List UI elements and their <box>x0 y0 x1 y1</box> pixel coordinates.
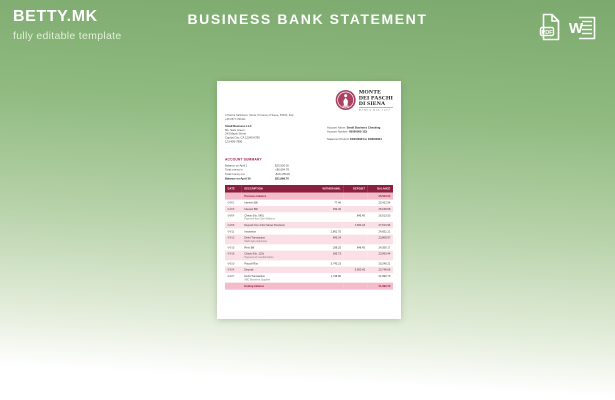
transaction-balance-cell: 20,248.21 <box>378 262 391 266</box>
page-header <box>0 0 615 56</box>
transaction-balance-cell: 25,168.08 <box>378 207 391 211</box>
mps-emblem-icon <box>335 90 356 111</box>
transaction-description: Deposit <box>244 268 254 272</box>
band-withdrawal-cell <box>313 193 344 200</box>
account-field-label: Account Name: <box>326 125 347 130</box>
table-row <box>225 251 393 261</box>
transaction-withdrawal-cell: 3,745.23 <box>330 262 341 266</box>
transaction-description-cell <box>242 251 313 261</box>
transaction-withdrawal-cell: 298.25 <box>332 246 341 250</box>
transaction-note: Mark Agro Industries <box>244 239 267 243</box>
bank-address-line1: 4 Piazza Salimbeni, Siena, Province of Siena, 53100, Italy <box>224 113 294 117</box>
transaction-date-cell: 04/20 <box>227 262 235 266</box>
customer-line: Small Business LLC <box>224 124 252 128</box>
transaction-withdrawal-cell: 254.46 <box>332 207 341 211</box>
transaction-date-cell: 04/04 <box>227 214 235 218</box>
summary-value: +$6,694.78 <box>274 167 289 172</box>
transaction-description: Internet Bill <box>244 201 258 205</box>
transaction-deposit-cell: 1,500.43 <box>354 223 365 227</box>
bank-name-line: DI SIENA <box>358 99 386 107</box>
customer-line: 243 Maple Street <box>224 132 247 136</box>
customer-address-block <box>225 124 260 143</box>
pdf-download-icon[interactable] <box>539 13 562 46</box>
band-date-cell <box>225 283 242 290</box>
account-info-block <box>327 126 394 141</box>
transaction-balance-cell: 21,999.70 <box>378 274 391 278</box>
bank-tagline: BANCA DAL 1472 <box>359 107 393 111</box>
summary-label: Total money in <box>224 167 243 172</box>
transaction-deposit-cell <box>344 251 368 261</box>
transaction-deposit-cell: 845.45 <box>356 214 365 218</box>
transaction-balance-cell: 24,652.21 <box>378 230 391 234</box>
table-balance-band-row <box>225 283 393 290</box>
transaction-deposit-cell <box>344 273 368 283</box>
band-label-cell: Ending balance <box>244 284 265 288</box>
transaction-note: Payment of unsettled dues <box>244 255 274 259</box>
transaction-balance-cell: 23,808.97 <box>378 236 391 240</box>
transaction-date-cell: 04/27 <box>227 274 235 278</box>
transaction-date-cell: 04/01 <box>227 201 235 205</box>
transaction-description: Check (No. 123) <box>244 252 264 256</box>
transaction-withdrawal-cell: 365.73 <box>332 252 341 256</box>
transaction-deposit-cell: 848.45 <box>356 246 365 250</box>
svg-text:PDF: PDF <box>541 29 553 36</box>
transaction-description: Check (No. 045) <box>244 214 264 218</box>
transaction-withdrawal-cell: 1,748.96 <box>330 274 341 278</box>
transaction-withdrawal-cell: 2,861.75 <box>330 230 341 234</box>
band-balance-cell: 21,999.70 <box>378 284 391 288</box>
account-field <box>327 130 394 134</box>
transaction-withdrawal-cell: 843.24 <box>332 236 341 240</box>
statement-info-row <box>217 124 401 153</box>
transaction-description: Interest Bill <box>244 207 258 211</box>
brand-tagline: fully editable template <box>13 30 122 42</box>
account-field-label: Statement Period: <box>326 137 350 141</box>
summary-label: Total money out <box>224 172 245 176</box>
bank-name-line: DEI PASCHI <box>358 94 393 101</box>
bank-address <box>225 113 325 121</box>
customer-line: Ms. Sara Green <box>224 128 245 132</box>
account-field-label: Account Number: <box>326 130 350 134</box>
statement-header <box>217 81 401 124</box>
band-deposit-cell <box>344 283 368 290</box>
summary-label: Balance on April 1 <box>224 163 248 167</box>
summary-value: $25,500.00 <box>274 163 289 167</box>
transaction-balance-cell: 27,513.96 <box>378 223 391 227</box>
page-title: BUSINESS BANK STATEMENT <box>187 11 428 27</box>
band-deposit-cell <box>344 193 368 200</box>
account-field <box>327 137 394 141</box>
summary-value: $21,999.70 <box>274 176 289 180</box>
summary-value: -$10,195.08 <box>274 172 290 176</box>
transaction-deposit-cell: 3,500.45 <box>354 268 365 272</box>
customer-line: Capital City, CA 12345-6789 <box>224 135 260 140</box>
transaction-note: ABC Business Supplies <box>244 278 271 282</box>
table-balance-band-row <box>225 193 393 200</box>
transaction-date-cell: 04/15 <box>227 246 235 250</box>
band-withdrawal-cell <box>313 283 344 290</box>
table-row <box>225 273 393 283</box>
band-balance-cell: 25,500.00 <box>378 194 391 198</box>
table-column-header: DATE <box>225 185 242 193</box>
transaction-balance-cell: 25,422.54 <box>378 201 391 205</box>
account-summary-heading: ACCOUNT SUMMARY <box>224 157 262 162</box>
transaction-withdrawal-cell: 77.46 <box>334 201 341 205</box>
transaction-balance-cell: 23,993.44 <box>378 252 391 256</box>
bank-name-block <box>359 89 393 111</box>
bank-logo <box>335 89 393 111</box>
transaction-description: Debit Transaction <box>244 274 266 278</box>
transactions-table <box>225 185 393 290</box>
account-summary <box>225 158 393 181</box>
transaction-description: Insurance <box>244 230 257 234</box>
table-header-row <box>225 185 393 193</box>
summary-row <box>225 176 393 180</box>
svg-text:W: W <box>569 20 584 37</box>
bank-address-line2: +39 0577-294111 <box>224 117 246 121</box>
statement-preview[interactable] <box>217 81 401 319</box>
table-column-header: BALANCE <box>368 185 393 193</box>
transaction-balance-cell: 23,748.66 <box>378 268 391 272</box>
transaction-balance-cell: 26,013.53 <box>378 214 391 218</box>
bank-name-line: MONTE <box>358 88 382 95</box>
account-field-value: 04/01/2024 to 04/30/2024 <box>349 137 382 141</box>
transaction-date-cell: 04/11 <box>227 230 235 234</box>
transaction-description-cell <box>242 273 313 283</box>
word-download-icon[interactable] <box>569 13 598 46</box>
download-buttons <box>539 13 598 46</box>
transaction-description: Debit Transaction <box>244 236 266 240</box>
transaction-date-cell: 04/08 <box>227 223 235 227</box>
transaction-deposit-cell <box>344 235 368 245</box>
transaction-date-cell: 04/13 <box>227 236 235 240</box>
table-row <box>225 212 393 222</box>
table-column-header: DEPOSIT <box>344 185 368 193</box>
transaction-description: Deposit from First Street Provision <box>244 223 285 227</box>
transaction-description-cell <box>242 212 313 222</box>
transaction-balance-cell: 24,359.17 <box>378 246 391 250</box>
brand-logo: BETTY.MK <box>13 8 98 25</box>
bank-statement-document <box>217 81 401 319</box>
transaction-description: Payroll Run <box>244 262 259 266</box>
table-row <box>225 235 393 245</box>
transaction-description-cell <box>242 235 313 245</box>
account-field-value: Small Business Checking <box>346 125 381 130</box>
band-date-cell <box>225 193 242 200</box>
table-column-header: DESCRIPTION <box>242 185 313 193</box>
account-field-value: 00000000-123 <box>349 130 367 134</box>
transaction-date-cell: 04/03 <box>227 207 235 211</box>
customer-line: 123-456-7890 <box>224 139 243 144</box>
account-summary-rows <box>225 163 393 180</box>
transaction-date-cell: 04/18 <box>227 252 235 256</box>
transaction-withdrawal-cell <box>313 212 344 222</box>
transaction-date-cell: 04/24 <box>227 268 235 272</box>
transaction-note: Payment from Dee Williams <box>244 217 275 221</box>
table-column-header: WITHDRAWAL <box>313 185 344 193</box>
summary-label: Balance on April 30 <box>224 176 251 180</box>
transaction-description: Rent Bill <box>244 246 255 250</box>
band-label-cell: Previous balance <box>244 194 267 198</box>
